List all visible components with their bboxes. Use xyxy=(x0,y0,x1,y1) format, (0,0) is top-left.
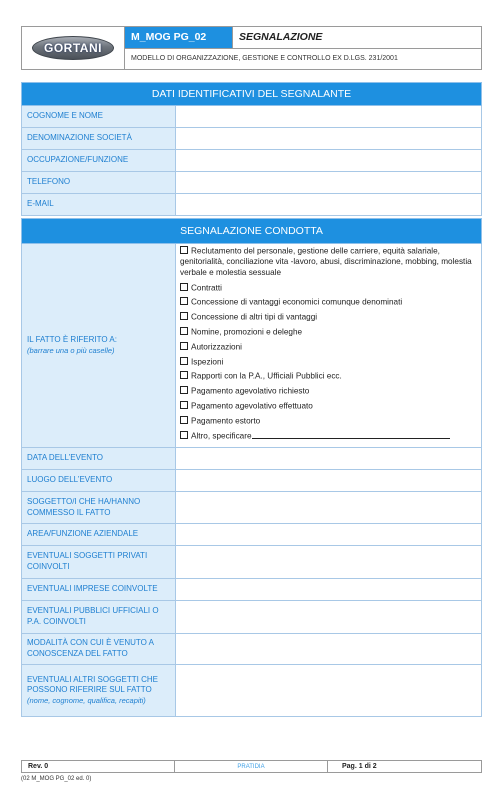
option-rapporti-pa[interactable] xyxy=(180,371,480,382)
field-label: AREA/FUNZIONE AZIENDALE xyxy=(22,524,176,545)
option-label: Nomine, promozioni e deleghe xyxy=(191,327,303,337)
checkbox-icon[interactable] xyxy=(180,312,188,320)
form-row xyxy=(21,665,482,717)
option-ispezioni[interactable] xyxy=(180,357,480,368)
option-label: Concessione di vantaggi economici comunque denominati xyxy=(191,297,403,307)
checkbox-icon[interactable] xyxy=(180,386,188,394)
field-label: EVENTUALI PUBBLICI UFFICIALI O P.A. COINVOLTI xyxy=(22,601,176,633)
option-label: Pagamento estorto xyxy=(191,416,261,426)
field-label: LUOGO DELL’EVENTO xyxy=(22,470,176,491)
option-autorizzazioni[interactable] xyxy=(180,342,480,353)
altri-soggetti-label-cell xyxy=(22,665,176,716)
option-pagamento-richiesto[interactable] xyxy=(180,386,480,397)
pubblici-ufficiali-field[interactable] xyxy=(176,601,481,633)
footer-center-text: PRATIDIA xyxy=(175,761,328,772)
section-heading-segnalante: DATI IDENTIFICATIVI DEL SEGNALANTE xyxy=(21,82,482,106)
altri-soggetti-hint: (nome, cognome, qualifica, recapiti) xyxy=(27,696,146,706)
checkbox-icon[interactable] xyxy=(180,431,188,439)
form-row xyxy=(21,524,482,546)
occupazione-field[interactable] xyxy=(176,150,481,171)
checkbox-icon[interactable] xyxy=(180,371,188,379)
field-label: COGNOME E NOME xyxy=(22,106,176,127)
option-pagamento-effettuato[interactable] xyxy=(180,401,480,412)
form-row xyxy=(21,172,482,194)
imprese-coinvolte-field[interactable] xyxy=(176,579,481,600)
document-code: M_MOG PG_02 xyxy=(125,27,233,48)
field-label: SOGGETTO/I CHE HA/HANNO COMMESSO IL FATTO xyxy=(22,492,176,523)
revision: Rev. 0 xyxy=(22,761,175,772)
page-number: Pag. 1 di 2 xyxy=(342,763,377,770)
option-label: Pagamento agevolativo richiesto xyxy=(191,386,310,396)
option-label: Ispezioni xyxy=(191,357,224,367)
option-label: Autorizzazioni xyxy=(191,342,242,352)
field-label: E-MAIL xyxy=(22,194,176,215)
altri-soggetti-field[interactable] xyxy=(176,665,481,716)
document-subtitle: MODELLO DI ORGANIZZAZIONE, GESTIONE E CONTROLLO EX D.LGS. 231/2001 xyxy=(125,48,481,69)
fatto-options xyxy=(180,246,480,445)
document-title: SEGNALAZIONE xyxy=(239,31,323,43)
option-label: Reclutamento del personale, gestione delle carriere, equità salariale, genitorialità, conciliazione vita -lavoro, abusi, discriminazione, mobbing, molestia verbale e molestia sessuale xyxy=(180,246,472,278)
luogo-evento-field[interactable] xyxy=(176,470,481,491)
checkbox-icon[interactable] xyxy=(180,297,188,305)
field-label: EVENTUALI IMPRESE COINVOLTE xyxy=(22,579,176,600)
option-label: Pagamento agevolativo effettuato xyxy=(191,401,313,411)
document-footer xyxy=(21,760,482,773)
field-label: DATA DELL’EVENTO xyxy=(22,448,176,469)
soggetti-fatto-field[interactable] xyxy=(176,492,481,523)
section-heading-condotta: SEGNALAZIONE CONDOTTA xyxy=(21,218,482,244)
checkbox-icon[interactable] xyxy=(180,357,188,365)
checkbox-icon[interactable] xyxy=(180,283,188,291)
email-field[interactable] xyxy=(176,194,481,215)
form-row xyxy=(21,579,482,601)
form-row xyxy=(21,128,482,150)
fatto-label-cell xyxy=(22,244,176,447)
option-reclutamento[interactable] xyxy=(180,246,480,279)
form-row xyxy=(21,194,482,216)
option-vantaggi-economici[interactable] xyxy=(180,297,480,308)
checkbox-icon[interactable] xyxy=(180,342,188,350)
field-label: DENOMINAZIONE SOCIETÀ xyxy=(22,128,176,149)
societa-field[interactable] xyxy=(176,128,481,149)
option-label: Contratti xyxy=(191,283,222,293)
option-altri-vantaggi[interactable] xyxy=(180,312,480,323)
form-row xyxy=(21,448,482,470)
logo-cell xyxy=(22,27,125,69)
area-funzione-field[interactable] xyxy=(176,524,481,545)
form-row xyxy=(21,492,482,524)
company-logo: GORTANI xyxy=(32,36,114,60)
form-row xyxy=(21,470,482,492)
option-label: Concessione di altri tipi di vantaggi xyxy=(191,312,318,322)
option-pagamento-estorto[interactable] xyxy=(180,416,480,427)
form-row xyxy=(21,634,482,665)
option-label: Altro, specificare xyxy=(191,431,252,441)
field-label: OCCUPAZIONE/FUNZIONE xyxy=(22,150,176,171)
fatto-label: IL FATTO È RIFERITO A: xyxy=(27,335,117,345)
altro-specificare-line[interactable] xyxy=(252,431,450,439)
form-row xyxy=(21,106,482,128)
checkbox-icon[interactable] xyxy=(180,327,188,335)
data-evento-field[interactable] xyxy=(176,448,481,469)
option-label: Rapporti con la P.A., Ufficiali Pubblici ecc. xyxy=(191,371,342,381)
field-label: EVENTUALI ALTRI SOGGETTI CHE POSSONO RIFERIRE SUL FATTO xyxy=(27,674,158,695)
telefono-field[interactable] xyxy=(176,172,481,193)
field-label: TELEFONO xyxy=(22,172,176,193)
cognome-nome-field[interactable] xyxy=(176,106,481,127)
field-label: MODALITÀ CON CUI È VENUTO A CONOSCENZA DEL FATTO xyxy=(22,634,176,664)
fatto-row xyxy=(21,244,482,448)
option-nomine[interactable] xyxy=(180,327,480,338)
document-edition-code: (02 M_MOG PG_02 ed. 0) xyxy=(21,776,92,782)
checkbox-icon[interactable] xyxy=(180,401,188,409)
option-altro[interactable] xyxy=(180,431,480,442)
checkbox-icon[interactable] xyxy=(180,416,188,424)
modalita-conoscenza-field[interactable] xyxy=(176,634,481,664)
form-row xyxy=(21,546,482,579)
soggetti-privati-field[interactable] xyxy=(176,546,481,578)
field-label: EVENTUALI SOGGETTI PRIVATI COINVOLTI xyxy=(22,546,176,578)
option-contratti[interactable] xyxy=(180,283,480,294)
form-row xyxy=(21,150,482,172)
document-header xyxy=(21,26,482,70)
fatto-hint: (barrare una o più caselle) xyxy=(27,345,115,355)
checkbox-icon[interactable] xyxy=(180,246,188,254)
form-row xyxy=(21,601,482,634)
